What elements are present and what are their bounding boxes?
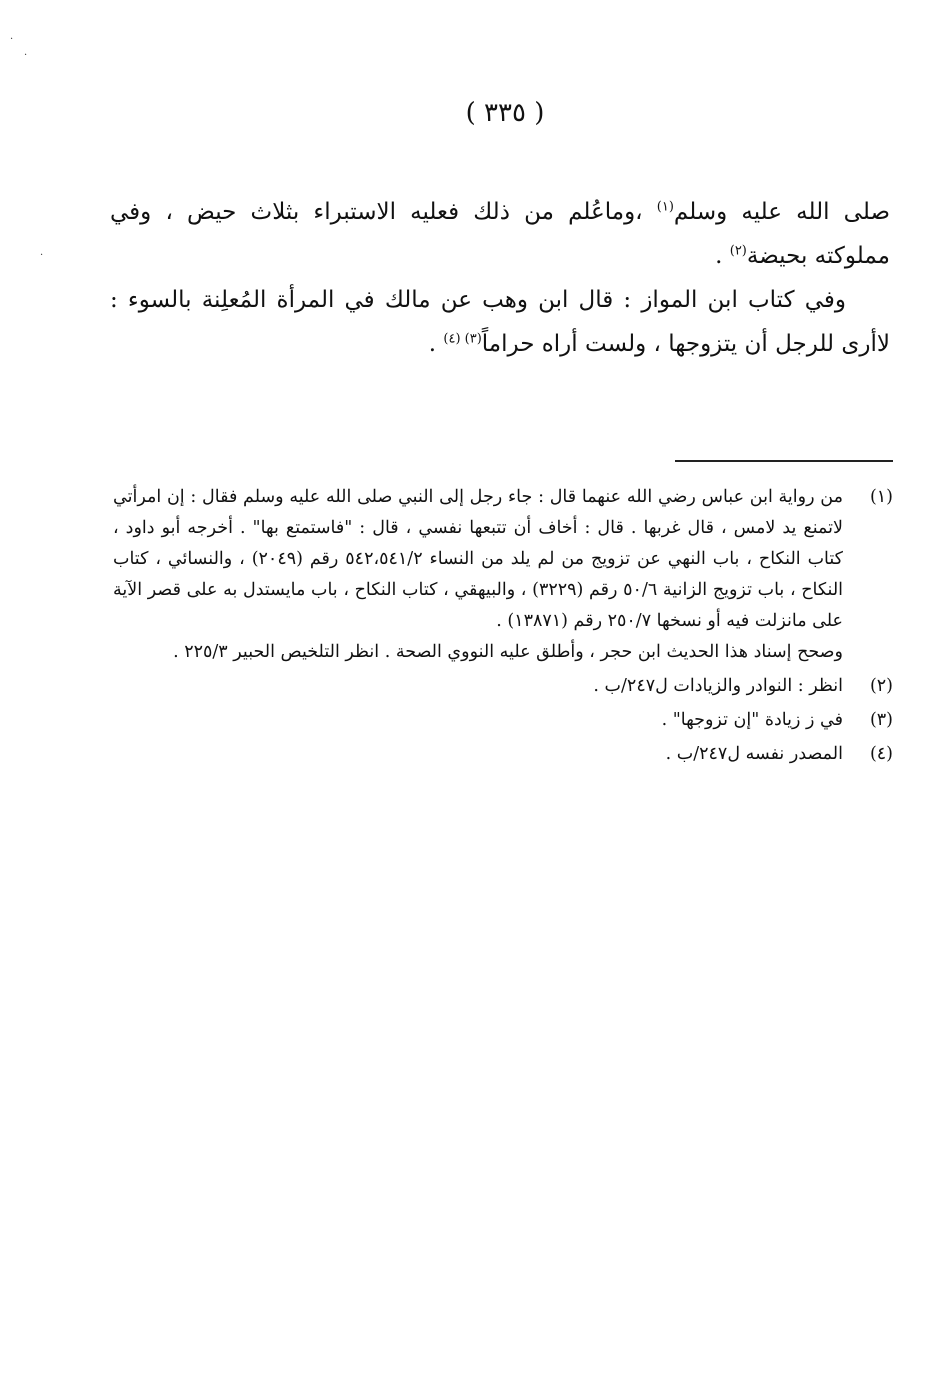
main-text-segment: صلى الله عليه وسلم	[673, 199, 890, 225]
footnote-paragraph: المصدر نفسه ل٢٤٧/ب .	[665, 744, 843, 764]
footnote-body	[113, 705, 843, 736]
footnote-body	[113, 739, 843, 770]
scan-mark-top-left: ·	[10, 34, 14, 45]
footnote-paragraph: من رواية ابن عباس رضي الله عنهما قال : جاء رجل إلى النبي صلى الله عليه وسلم فقال : إن امرأتي لاتمنع يد لامس ، قال غربها . قال : أخاف أن تتبعها نفسي ، قال : "فاستمتع بها" . أخرجه أبو داود ، كتاب النكاح ، باب النهي عن تزويج من لم يلد من النساء ٥٤٢،٥٤١/٢ رقم (٢٠٤٩) ، والنسائي ، كتاب النكاح ، باب تزويج الزانية ٥٠/٦ رقم (٣٢٢٩) ، والبيهقي ، كتاب النكاح ، باب مايستدل به على قصر الآية على مانزلت فيه أو نسخها ٢٥٠/٧ رقم (١٣٨٧١) .	[113, 487, 844, 631]
footnote-body	[113, 671, 843, 702]
footnotes	[113, 482, 893, 773]
footnote-number: (٣)	[869, 710, 893, 730]
footnote-number: (١)	[869, 487, 893, 507]
footnote-1	[113, 482, 893, 668]
footnote-ref-1[interactable]: (١)	[656, 199, 674, 215]
scan-mark-left: ·	[24, 50, 28, 61]
footnote-4	[113, 739, 893, 770]
main-text	[110, 190, 890, 366]
scan-mark-right: ·	[40, 250, 44, 261]
footnote-number: (٤)	[869, 744, 893, 764]
main-text-segment: .	[428, 331, 444, 357]
main-paragraph-1	[110, 190, 890, 278]
main-text-segment: وفي كتاب ابن المواز : قال ابن وهب عن مالك في المرأة المُعلِنة بالسوء : لاأرى للرجل أن يتزوجها ، ولست أراه حراماً	[110, 287, 890, 357]
footnote-paragraph: في ز زيادة "إن تزوجها" .	[661, 710, 843, 730]
main-text-segment: ،وماعُلم من ذلك فعليه الاستبراء بثلاث حيض ، وفي مملوكته بحيضة	[110, 199, 890, 269]
footnote-ref-4[interactable]: (٤)	[443, 331, 465, 347]
footnote-separator	[675, 460, 893, 462]
footnote-number: (٢)	[869, 676, 893, 696]
page-number: ( ٣٣٥ )	[465, 98, 545, 128]
footnote-ref-2[interactable]: (٢)	[729, 243, 747, 259]
footnote-3	[113, 705, 893, 736]
footnote-body	[113, 482, 843, 668]
main-paragraph-2	[110, 278, 890, 366]
footnote-2	[113, 671, 893, 702]
footnote-paragraph: انظر : النوادر والزيادات ل٢٤٧/ب .	[593, 676, 843, 696]
footnote-paragraph: وصحح إسناد هذا الحديث ابن حجر ، وأطلق عليه النووي الصحة . انظر التلخيص الحبير ٢٢٥/٣ .	[173, 642, 843, 662]
footnote-ref-3[interactable]: (٣)	[464, 331, 482, 347]
main-text-segment: .	[715, 243, 730, 269]
